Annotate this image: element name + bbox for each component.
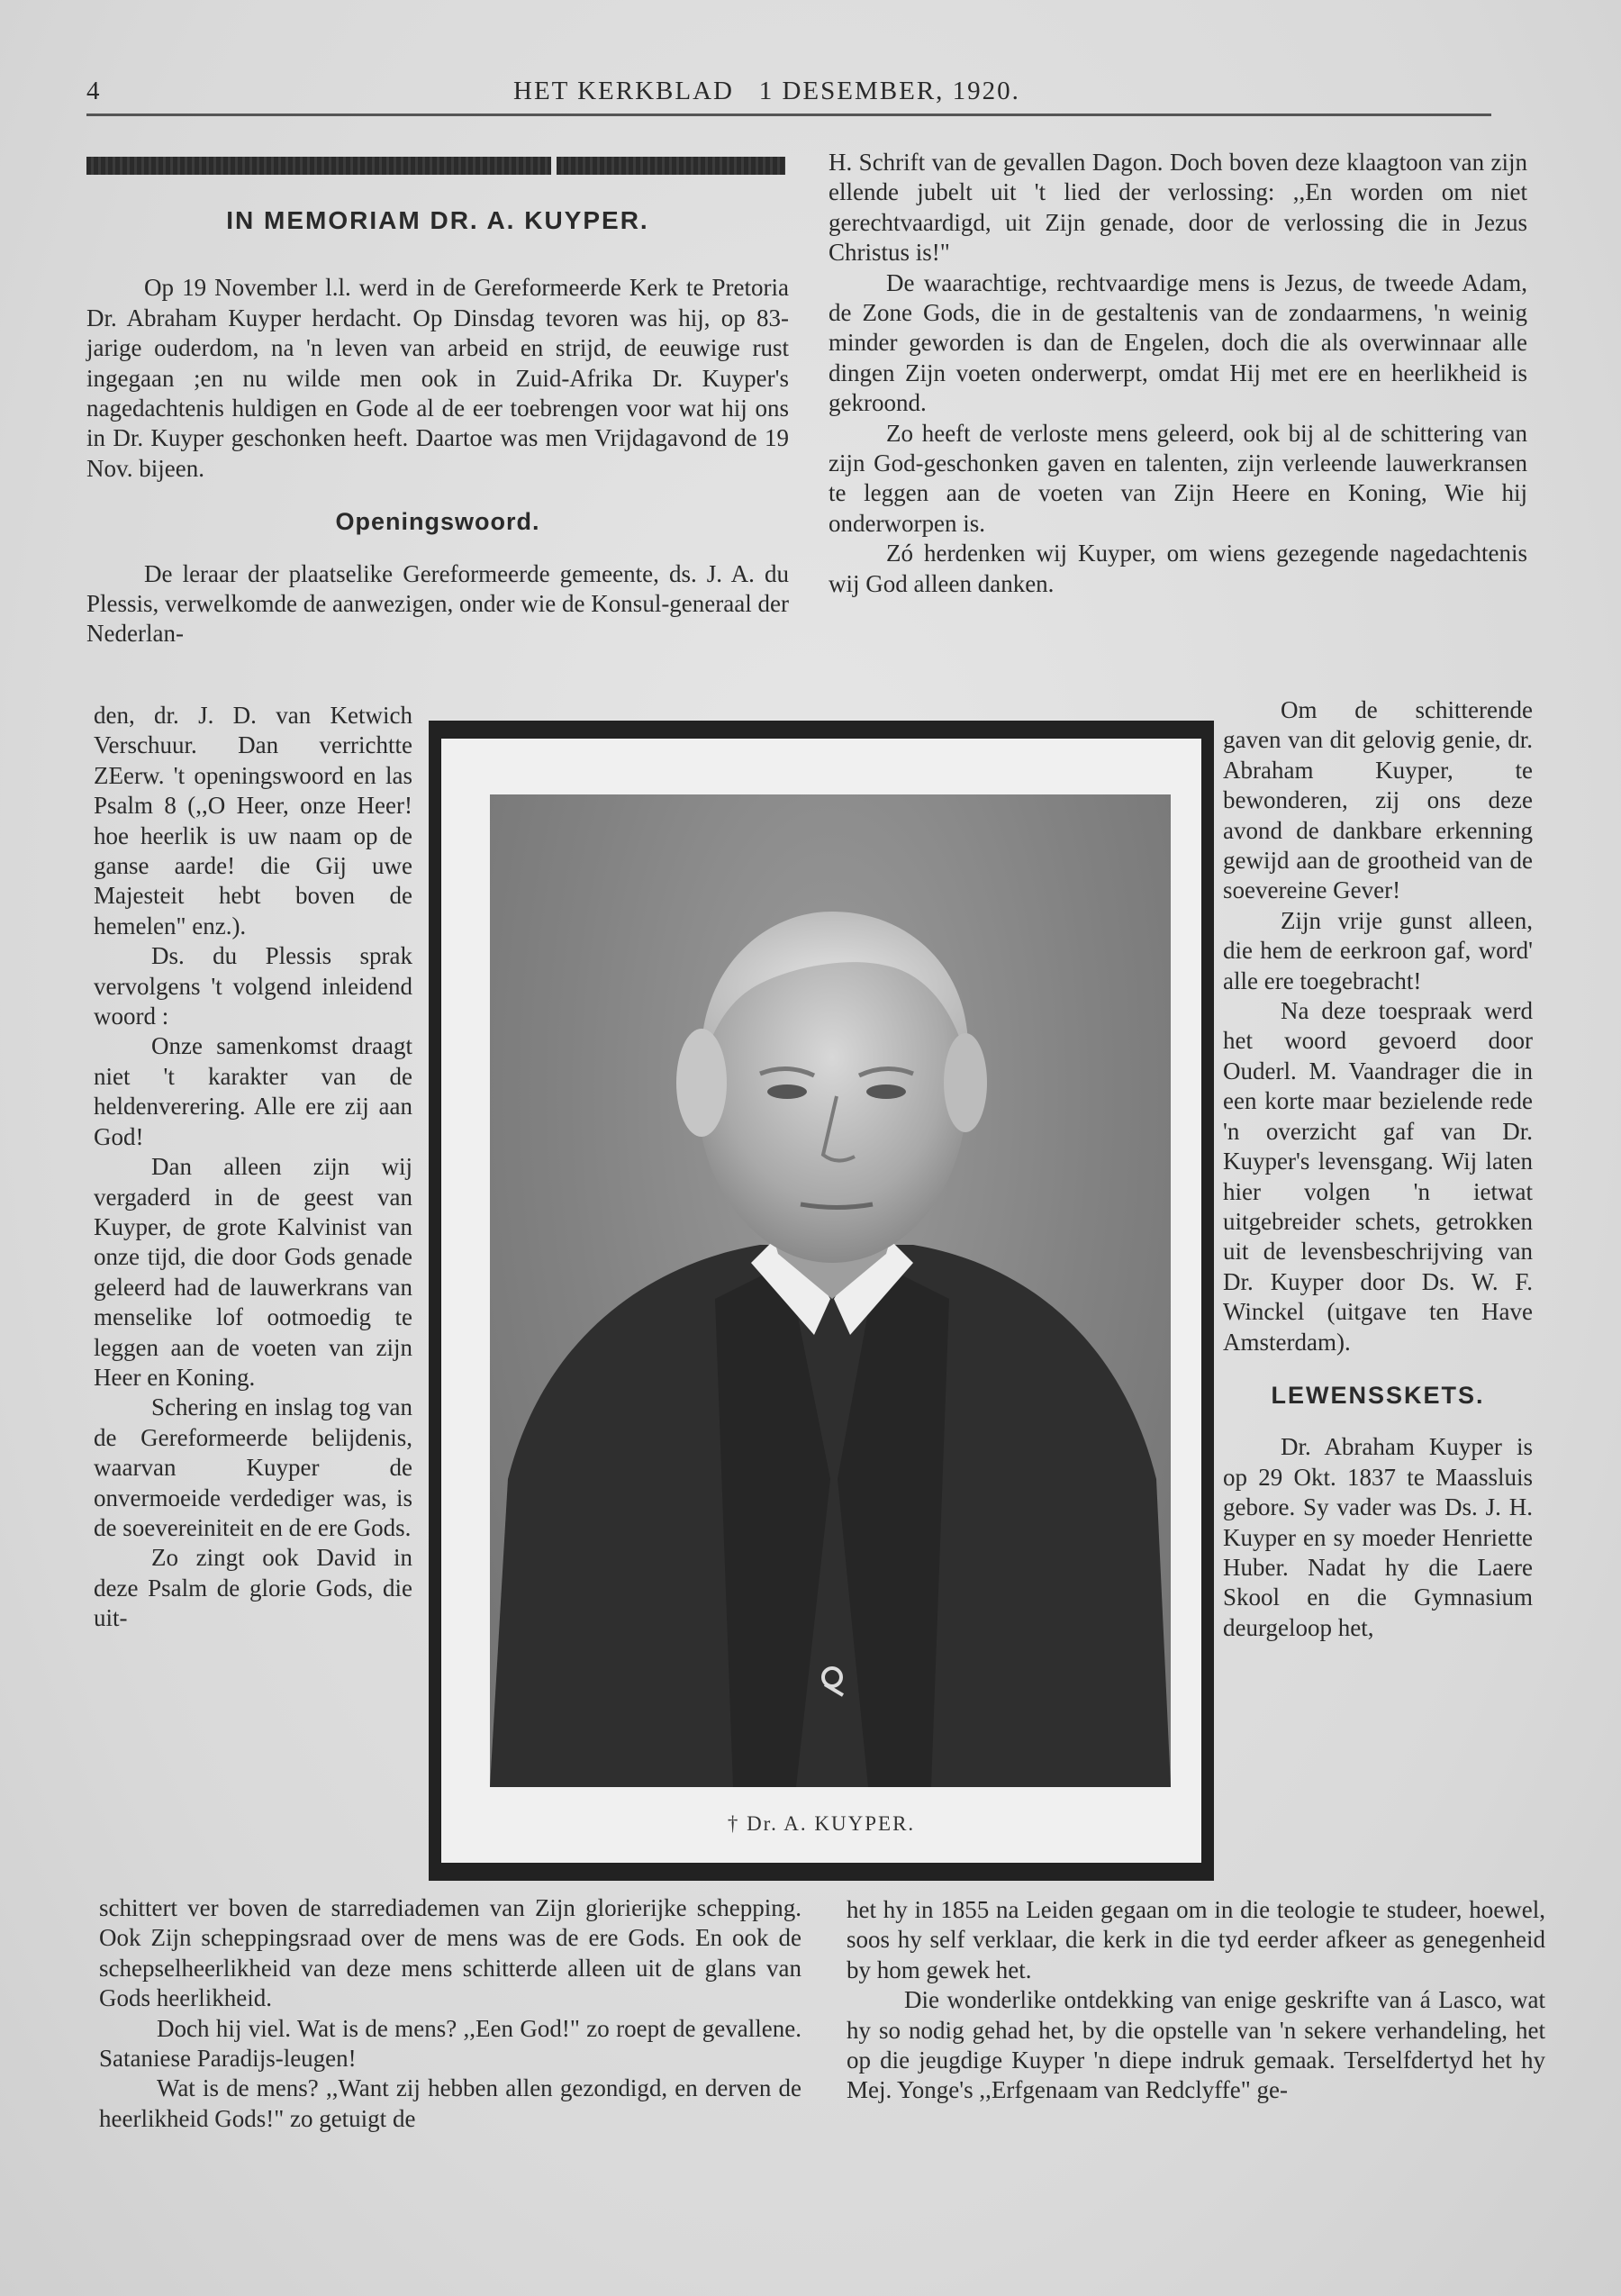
header-rule (86, 113, 1491, 116)
left-paragraph-1-cont: den, dr. J. D. van Ketwich Verschuur. Dan verrichtte ZEerw. 't openingswoord en las Psalm 8 (,,O Heer, onze Heer! hoe heerlik is uw naam op de ganse aarde! die Gij uwe Majesteit hebt boven de hemelen" enz.). (94, 702, 412, 939)
left-column-top (86, 205, 789, 649)
right-column-narrow (1223, 695, 1533, 1643)
portrait-figure (490, 794, 1171, 1787)
intro-paragraph: Op 19 November l.l. werd in de Gereformeerde Kerk te Pretoria Dr. Abraham Kuyper herdacht. Op Dinsdag tevoren was hij, op 83-jarige ouderdom, na 'n leven van arbeid en strijd, de eeuwige rust ingegaan ;en nu wilde men ook in Zuid-Afrika Dr. Kuyper's nagedachtenis huldigen en Gode al de eer toebrengen voor wat hij ons in Dr. Kuyper geschonken heeft. Daartoe was men Vrijdagavond de 19 Nov. bijeen. (86, 274, 789, 482)
left-paragraph-7: Doch hij viel. Wat is de mens? ,,Een God!" zo roept de gevallene. Sataniese Paradijs-leugen! (99, 2014, 801, 2073)
left-paragraph-2: Ds. du Plessis sprak vervolgens 't volgend inleidend woord : (94, 942, 412, 1030)
right-paragraph-3: Zo heeft de verloste mens geleerd, ook bij al de schittering van zijn God-geschonken gaven en talenten, zijn verleende lauwerkransen te leggen aan de voeten van Zijn Heere en Koning, Wie hij onderworpen is. (829, 419, 1527, 537)
left-paragraph-6-cont: schittert ver boven de starrediademen van Zijn glorierijke schepping. Ook Zijn scheppingsraad over de mens was de ere Gods. En ook de schepselheerlikheid van deze mens schitterde alleen uit de glans van Gods heerlikheid. (99, 1894, 801, 2012)
section-heading-openingswoord: Openingswoord. (335, 508, 540, 536)
right-paragraph-8-cont: het hy in 1855 na Leiden gegaan om in die teologie te studeer, hoewel, soos hy self verklaar, die kerk in die tyd eerder afkeer as genegenheid by hom gewek het. (847, 1896, 1545, 1983)
portrait-frame (429, 721, 1214, 1881)
left-column-bottom (99, 1893, 801, 2134)
right-paragraph-7: Na deze toespraak werd het woord gevoerd door Ouderl. M. Vaandrager die in een korte maar bezielende rede 'n overzicht gaf van Dr. Kuyper's levensgang. Wij laten hier volgen 'n ietwat uitgebreider schets, getrokken uit de levensbeschrijving van Dr. Kuyper door Ds. W. F. Winckel (uitgave ten Have Amsterdam). (1223, 997, 1533, 1356)
left-paragraph-8: Wat is de mens? ,,Want zij hebben allen gezondigd, en derven de heerlikheid Gods!" zo getuigt de (99, 2074, 801, 2132)
right-paragraph-6: Zijn vrije gunst alleen, die hem de eerkroon gaf, word' alle ere toegebracht! (1223, 906, 1533, 994)
column-top-bar-left (86, 157, 551, 175)
section-heading-lewensskets: LEWENSSKETS. (1271, 1381, 1485, 1409)
article-heading: IN MEMORIAM DR. A. KUYPER. (226, 206, 649, 234)
left-paragraph-3: Onze samenkomst draagt niet 't karakter van de heldenverering. Alle ere zij aan God! (94, 1032, 412, 1150)
right-paragraph-4: Zó herdenken wij Kuyper, om wiens gezegende nagedachtenis wij God alleen danken. (829, 540, 1527, 597)
masthead-title: HET KERKBLAD 1 DESEMBER, 1920. (513, 77, 1020, 105)
page-number: 4 (86, 77, 102, 105)
column-top-bar-middle (557, 157, 785, 175)
left-paragraph-6: Zo zingt ook David in deze Psalm de glorie Gods, die uit- (94, 1544, 412, 1632)
left-paragraph-4: Dan alleen zijn wij vergaderd in de geest van Kuyper, de grote Kalvinist van onze tijd, die door Gods genade geleerd had de lauwerkrans van menselike lof ootmoedig te leggen aan de voeten van zijn Heer en Koning. (94, 1153, 412, 1391)
right-paragraph-9: Die wonderlike ontdekking van enige geskrifte van á Lasco, wat hy so nodig gehad het, by die opstelle van 'n sekere verhandeling, het op die jeugdige Kuyper 'n diepe indruk gemaak. Terselfdertyd het hy Mej. Yonge's ,,Erfgenaam van Redclyffe" ge- (847, 1986, 1545, 2104)
right-column-top (829, 148, 1527, 599)
left-paragraph-5: Schering en inslag tog van de Gereformeerde belijdenis, waarvan Kuyper de onvermoeide verdediger was, is de soevereiniteit en de ere Gods. (94, 1393, 412, 1541)
right-paragraph-2: De waarachtige, rechtvaardige mens is Jezus, de tweede Adam, de Zone Gods, die in de gestaltenis van de zondaarmens, 'n weinig minder geworden is dan de Engelen, doch die als overwinnaar alle dingen Zijn voeten onderwerpt, omdat Hij met ere en heerlikheid is gekroond. (829, 268, 1527, 417)
left-paragraph-1: De leraar der plaatselike Gereformeerde gemeente, ds. J. A. du Plessis, verwelkomde de aanwezigen, onder wie de Konsul-generaal der Nederlan- (86, 559, 789, 648)
portrait-caption: † Dr. A. KUYPER. (727, 1812, 916, 1835)
portrait-photo (490, 794, 1171, 1787)
left-column-narrow (94, 701, 412, 1634)
right-paragraph-8: Dr. Abraham Kuyper is op 29 Okt. 1837 te Maassluis gebore. Sy vader was Ds. J. H. Kuyper en sy moeder Henriette Huber. Nadat hy die Laere Skool en die Gymnasium deurgeloop het, (1223, 1433, 1533, 1641)
right-column-bottom (847, 1895, 1545, 2106)
right-paragraph-5: Om de schitterende gaven van dit gelovig genie, dr. Abraham Kuyper, te bewonderen, zij ons deze avond de dankbare erkenning gewijd aan de grootheid van de soevereine Gever! (1223, 696, 1533, 904)
right-paragraph-1: H. Schrift van de gevallen Dagon. Doch boven deze klaagtoon van zijn ellende jubelt uit 't lied der verlossing: ,,En worden om niet gerechtvaardigd, uit Zijn genade, door de verlossing die in Jezus Christus is!" (829, 149, 1527, 267)
